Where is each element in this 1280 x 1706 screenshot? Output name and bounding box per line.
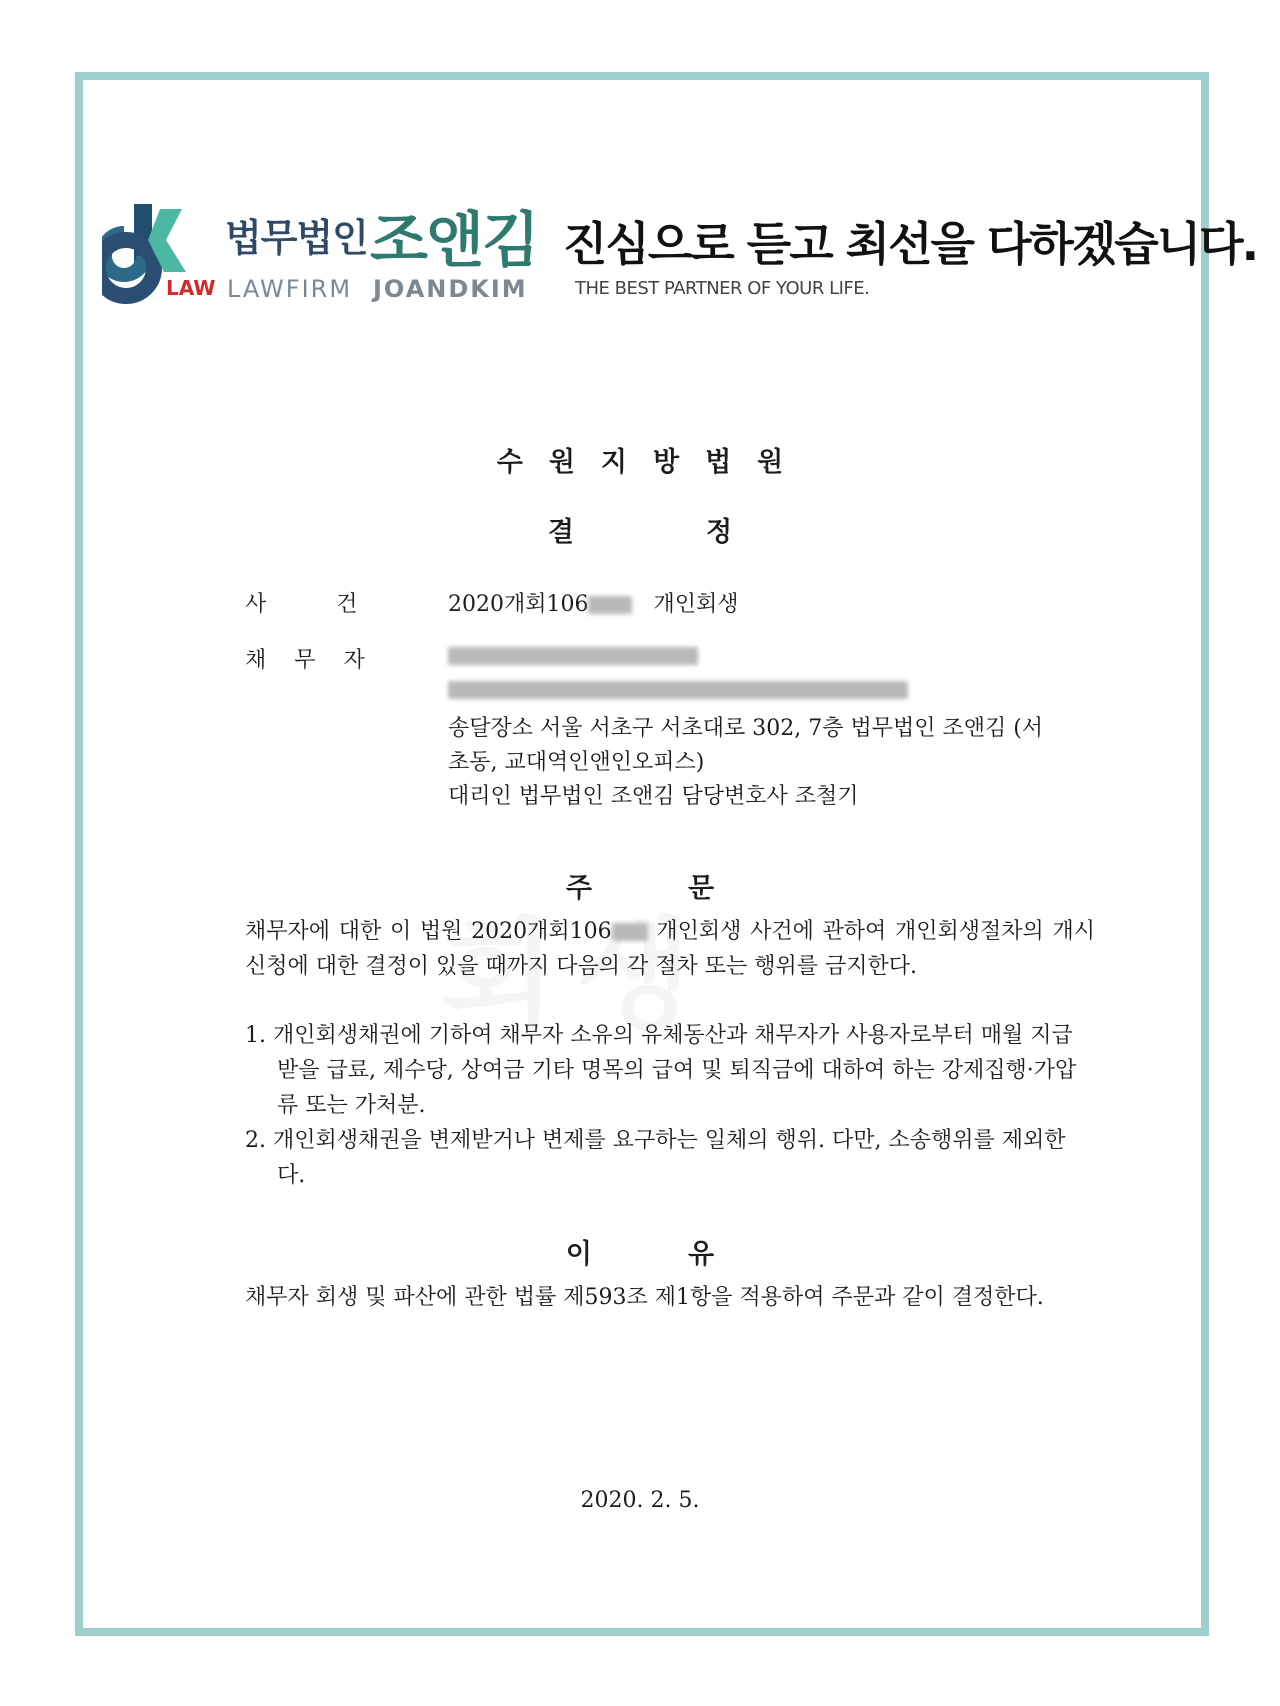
- order-item-2: 2. 개인회생채권을 변제받거나 변제를 요구하는 일체의 행위. 다만, 소송행위를 제외한다.: [245, 1128, 1066, 1188]
- reason-text: 채무자 회생 및 파산에 관한 법률 제593조 제1항을 적용하여 주문과 같이 결정한다.: [245, 1285, 1044, 1310]
- order-item-1: 1. 개인회생채권에 기하여 채무자 소유의 유체동산과 채무자가 사용자로부터 매월 지급받을 급료, 제수당, 상여금 기타 명목의 급여 및 퇴직금에 대하여 하는 강제집행·가압류 또는 가처분.: [245, 1023, 1077, 1118]
- debtor-label: 채 무 자: [245, 648, 365, 673]
- redacted-case-digits: [612, 923, 648, 941]
- document-type: 결정: [547, 517, 865, 548]
- redacted-debtor-address: [448, 677, 908, 702]
- page-border: [75, 72, 1209, 1636]
- slogan: 진심으로 듣고 최선을 다하겠습니다.: [563, 217, 1258, 271]
- service-place-cont: 초동, 교대역인앤인오피스): [448, 750, 705, 775]
- case-number: 2020개회106: [448, 592, 589, 617]
- order-title: 주문: [565, 873, 811, 904]
- redacted-debtor-name: [448, 643, 698, 668]
- order-text: 채무자에 대한 이 법원 2020개회106 개인회생 사건에 관하여 개인회생절차의 개시 신청에 대한 결정이 있을 때까지 다음의 각 절차 또는 행위를 금지한다.: [245, 919, 1095, 979]
- firm-type-en: LAWFIRM: [227, 275, 353, 303]
- firm-name-kr: 조앤김: [370, 206, 538, 276]
- reason-title: 이유: [565, 1239, 811, 1270]
- firm-name-en: JOANDKIM: [373, 275, 528, 303]
- court-name: 수원지방법원: [496, 447, 810, 478]
- logo-law-text: LAW: [166, 276, 216, 300]
- case-type: 개인회생: [653, 592, 739, 617]
- service-place: 송달장소 서울 서초구 서초대로 302, 7층 법무법인 조앤김 (서: [448, 716, 1044, 741]
- firm-type-kr: 법무법인: [225, 216, 368, 260]
- case-value: [448, 587, 738, 618]
- agent: 대리인 법무법인 조앤김 담당변호사 조철기: [448, 784, 859, 809]
- decision-date: 2020. 2. 5.: [580, 1488, 700, 1513]
- redacted-case-digits: [588, 596, 632, 614]
- slogan-en: THE BEST PARTNER OF YOUR LIFE.: [575, 278, 870, 299]
- case-label: 사 건: [245, 592, 358, 617]
